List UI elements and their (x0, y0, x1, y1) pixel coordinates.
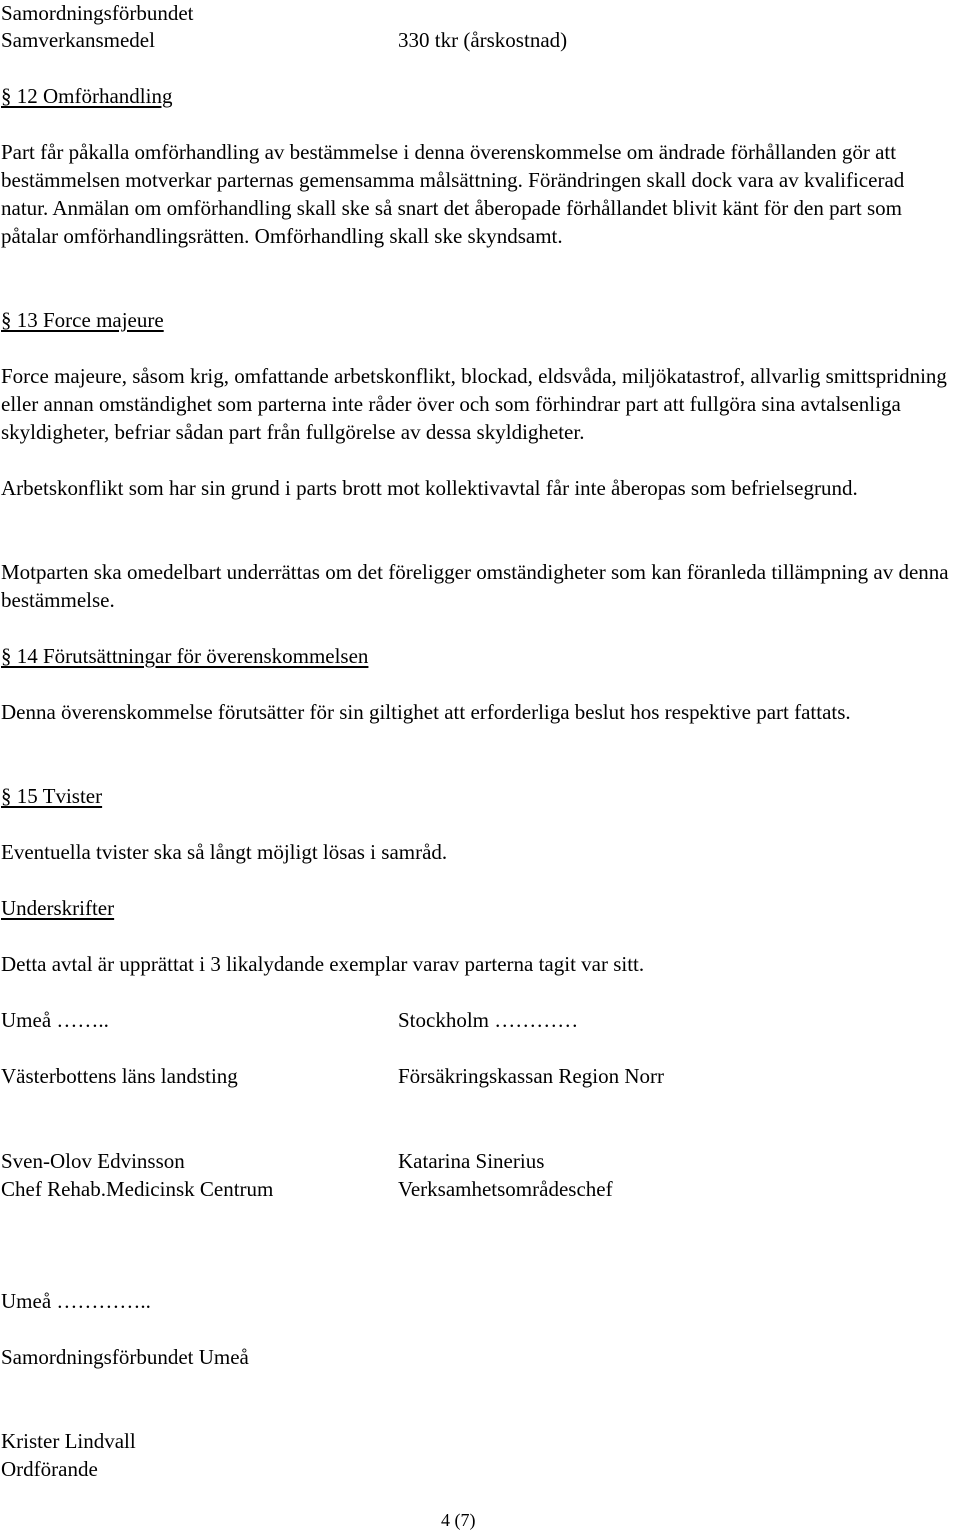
signature-right-place: Stockholm ………… (398, 1008, 579, 1032)
signature-right-name: Katarina Sinerius (398, 1149, 545, 1173)
section-12-heading: § 12 Omförhandling (1, 84, 173, 108)
signature-right-party: Försäkringskassan Region Norr (398, 1064, 664, 1088)
signature-left-title: Chef Rehab.Medicinsk Centrum (1, 1177, 274, 1201)
section-13-paragraph-3: Motparten ska omedelbart underrättas om det föreligger omständigheter som kan föranleda tillämpning av denna bestämmelse. (1, 560, 949, 612)
signature-third-title: Ordförande (1, 1457, 98, 1481)
signature-left-place: Umeå …….. (1, 1008, 109, 1032)
signature-third-name: Krister Lindvall (1, 1429, 136, 1453)
section-14-paragraph: Denna överenskommelse förutsätter för sin giltighet att erforderliga beslut hos respektive part fattats. (1, 700, 851, 724)
section-13-paragraph-1: Force majeure, såsom krig, omfattande arbetskonflikt, blockad, eldsvåda, miljökatastrof, allvarlig smittspridning eller annan omständighet som parterna inte råder över och som förhindrar part att fullgöra sina avtalsenliga skyldigheter, befriar sådan part från fullgörelse av dessa skyldigheter. (1, 364, 947, 444)
section-14-heading: § 14 Förutsättningar för överenskommelsen (1, 644, 369, 668)
signatures-intro: Detta avtal är upprättat i 3 likalydande exemplar varav parterna tagit var sitt. (1, 952, 645, 976)
signature-right-title: Verksamhetsområdeschef (398, 1177, 613, 1201)
section-15-paragraph: Eventuella tvister ska så långt möjligt lösas i samråd. (1, 840, 448, 864)
section-13-paragraph-2: Arbetskonflikt som har sin grund i parts brott mot kollektivavtal får inte åberopas som befrielsegrund. (1, 476, 858, 500)
signatures-heading: Underskrifter (1, 896, 115, 920)
signature-third-place: Umeå ………….. (1, 1289, 151, 1313)
page-number: 4 (7) (441, 1510, 476, 1530)
header-item: Samverkansmedel (1, 28, 155, 52)
signature-left-name: Sven-Olov Edvinsson (1, 1149, 185, 1173)
section-13-heading: § 13 Force majeure (1, 308, 164, 332)
signature-left-party: Västerbottens läns landsting (1, 1064, 238, 1088)
header-org: Samordningsförbundet (1, 1, 194, 25)
header-amount: 330 tkr (årskostnad) (398, 28, 568, 52)
section-12-paragraph: Part får påkalla omförhandling av bestämmelse i denna överenskommelse om ändrade förhållanden gör att bestämmelsen motverkar parternas gemensamma målsättning. Förändringen skall dock vara av kvalificerad natur. Anmälan om omförhandling skall ske så snart det åberopade förhållandet blivit känt för den part som påtalar omförhandlingsrätten. Omförhandling skall ske skyndsamt. (1, 140, 905, 248)
signature-third-party: Samordningsförbundet Umeå (1, 1345, 249, 1369)
section-15-heading: § 15 Tvister (1, 784, 103, 808)
